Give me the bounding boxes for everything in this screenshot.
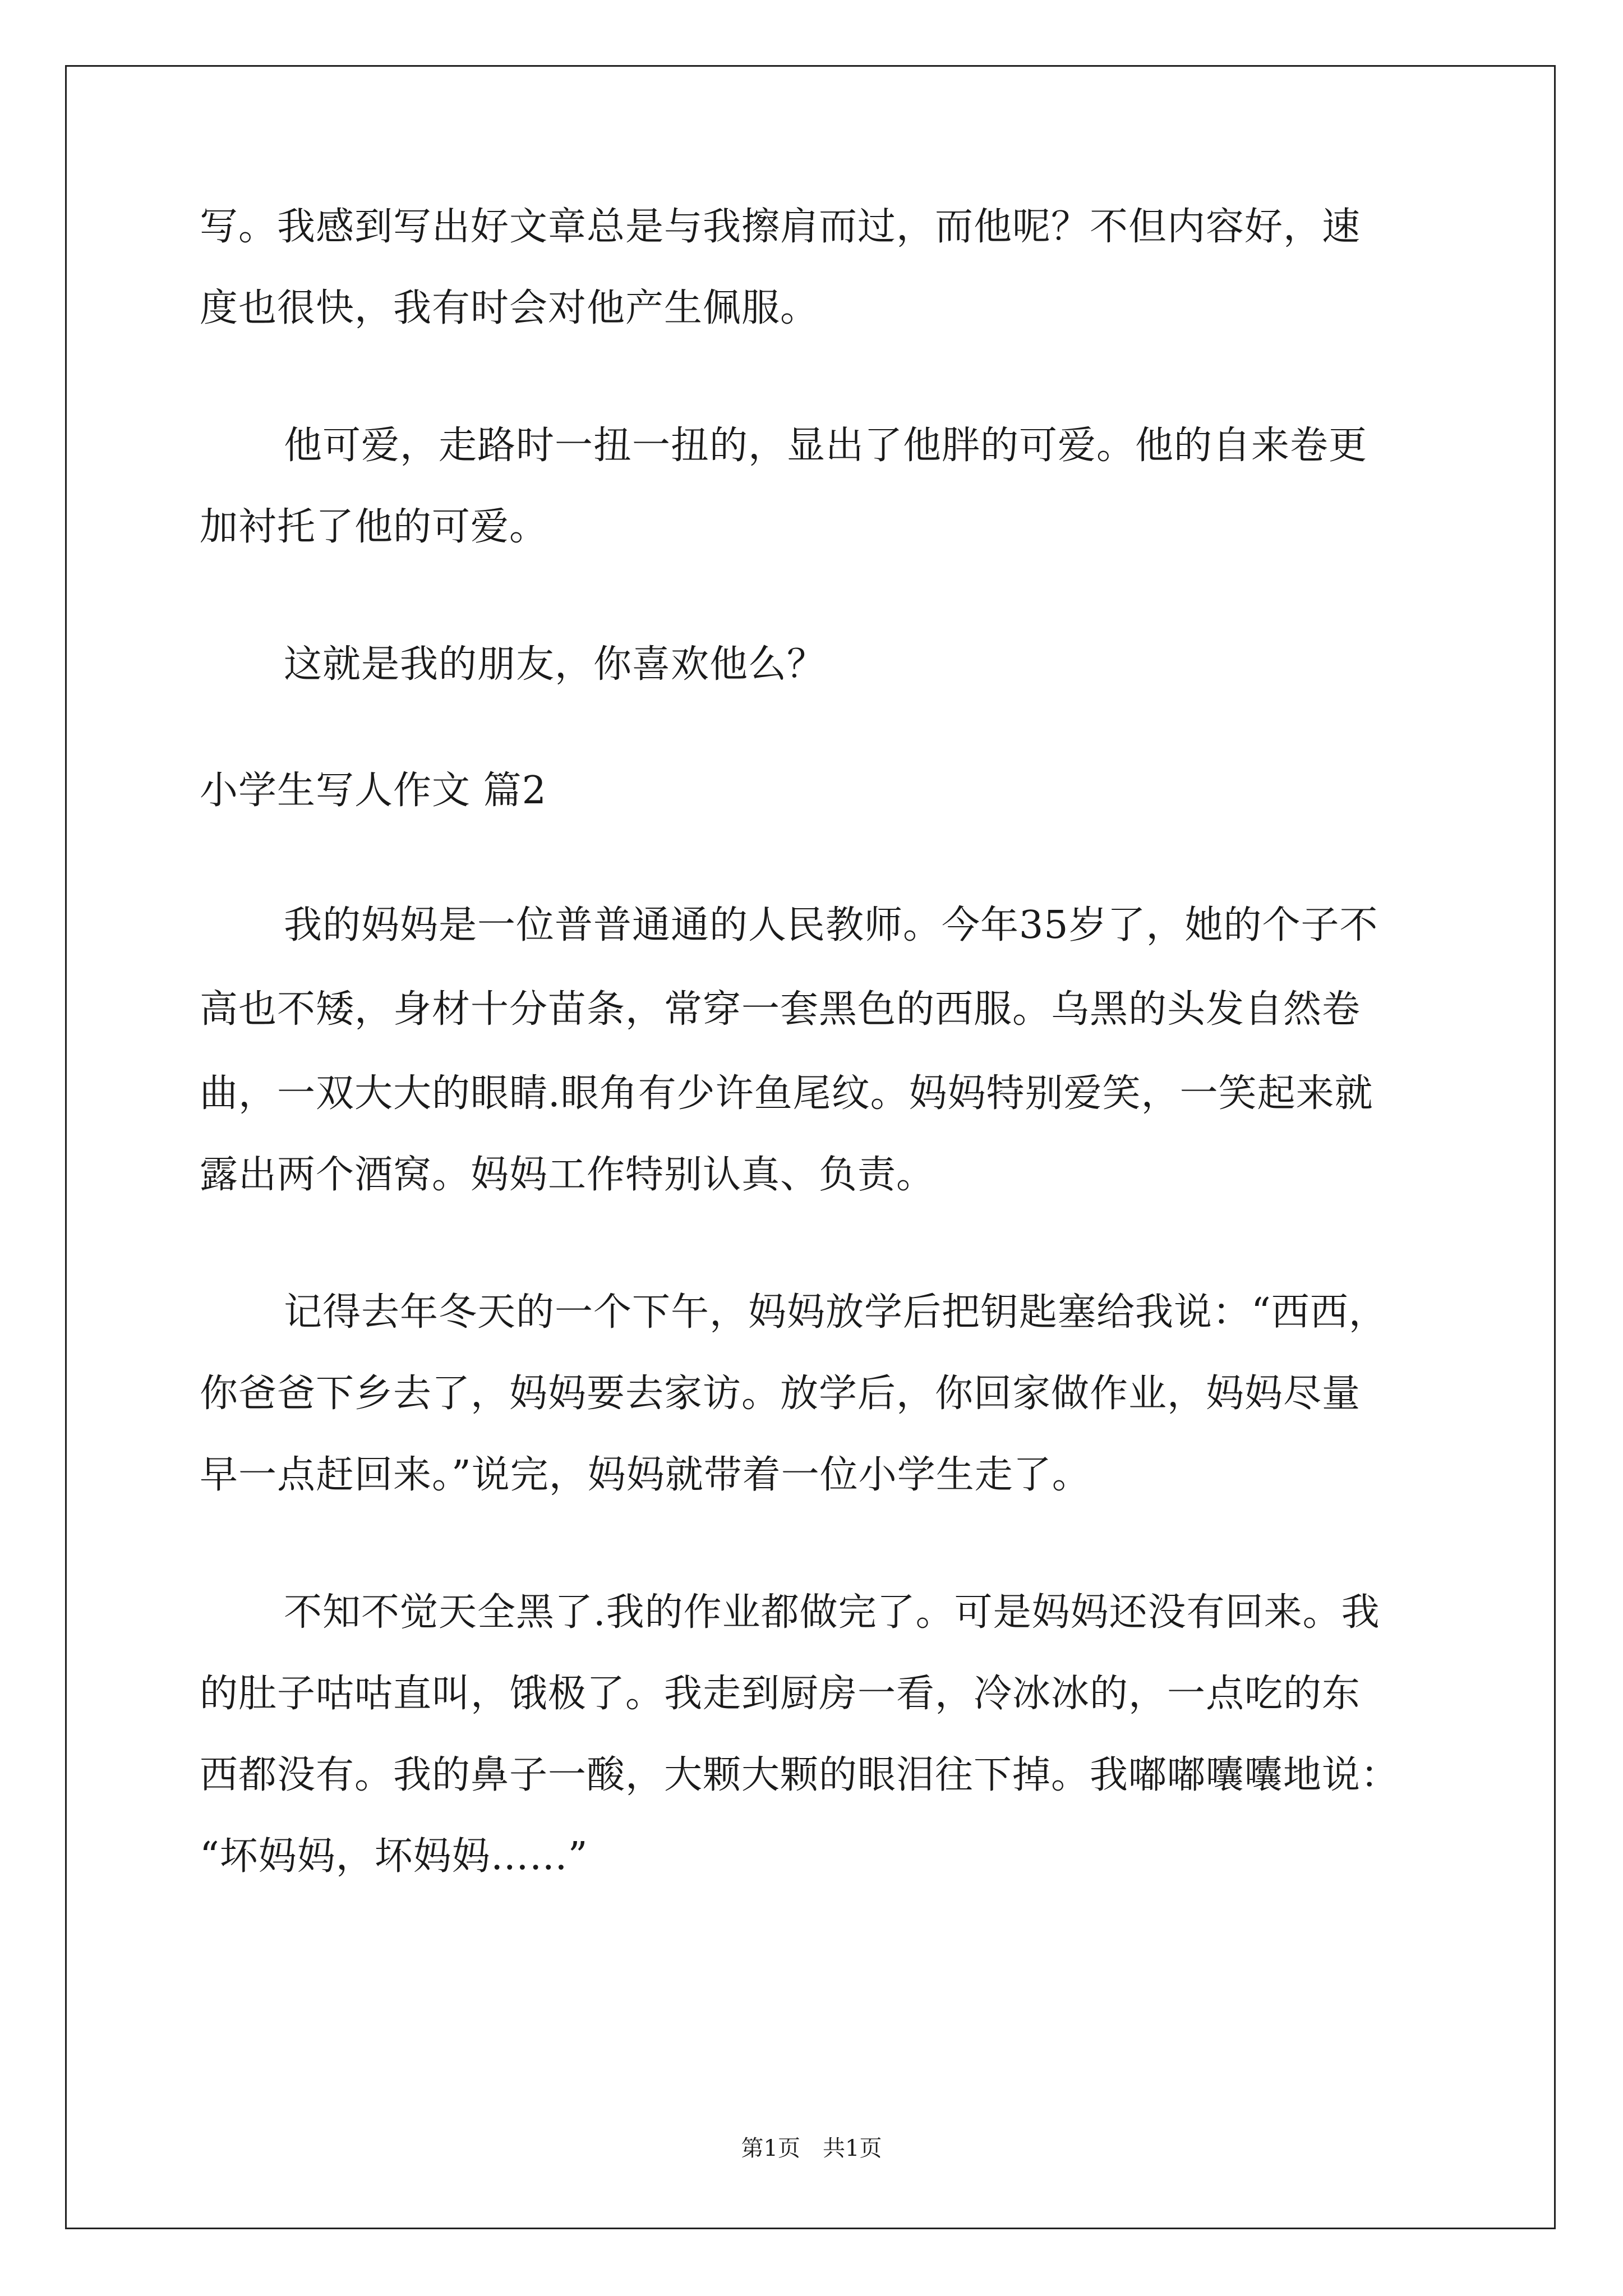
text-line-16: 西都没有。我的鼻子一酸，大颗大颗的眼泪往下掉。我嘟嘟囔囔地说： [200,1753,1400,1797]
text-line-1: 写。我感到写出好文章总是与我擦肩而过，而他呢？不但内容好，速 [200,205,1361,249]
text-line-11: 记得去年冬天的一个下午，妈妈放学后把钥匙塞给我说：“西西， [284,1290,1387,1335]
text-line-2: 度也很快，我有时会对他产生佩服。 [200,286,819,330]
section-heading: 小学生写人作文 篇2 [200,769,547,813]
text-line-8: 高也不矮，身材十分苗条，常穿一套黑色的西服。乌黑的头发自然卷 [200,987,1361,1032]
text-line-12: 你爸爸下乡去了，妈妈要去家访。放学后，你回家做作业，妈妈尽量 [200,1372,1361,1416]
text-line-5: 这就是我的朋友，你喜欢他么？ [284,642,826,687]
text-line-15: 的肚子咕咕直叫，饿极了。我走到厨房一看，冷冰冰的，一点吃的东 [200,1672,1361,1716]
text-line-3: 他可爱，走路时一扭一扭的，显出了他胖的可爱。他的自来卷更 [284,424,1368,468]
page-number-footer: 第1页 共1页 [741,2136,882,2161]
text-line-13: 早一点赶回来。”说完，妈妈就带着一位小学生走了。 [200,1453,1091,1497]
text-line-10: 露出两个酒窝。妈妈工作特别认真、负责。 [200,1153,935,1197]
text-line-9: 曲，一双大大的眼睛.眼角有少许鱼尾纹。妈妈特别爱笑，一笑起来就 [200,1071,1373,1116]
page-border [65,65,1556,2229]
text-line-14: 不知不觉天全黑了.我的作业都做完了。可是妈妈还没有回来。我 [284,1590,1380,1635]
text-line-7: 我的妈妈是一位普普通通的人民教师。今年35岁了，她的个子不 [284,903,1378,947]
text-line-4: 加衬托了他的可爱。 [200,505,548,549]
text-line-17: “坏妈妈，坏妈妈……” [200,1834,588,1879]
